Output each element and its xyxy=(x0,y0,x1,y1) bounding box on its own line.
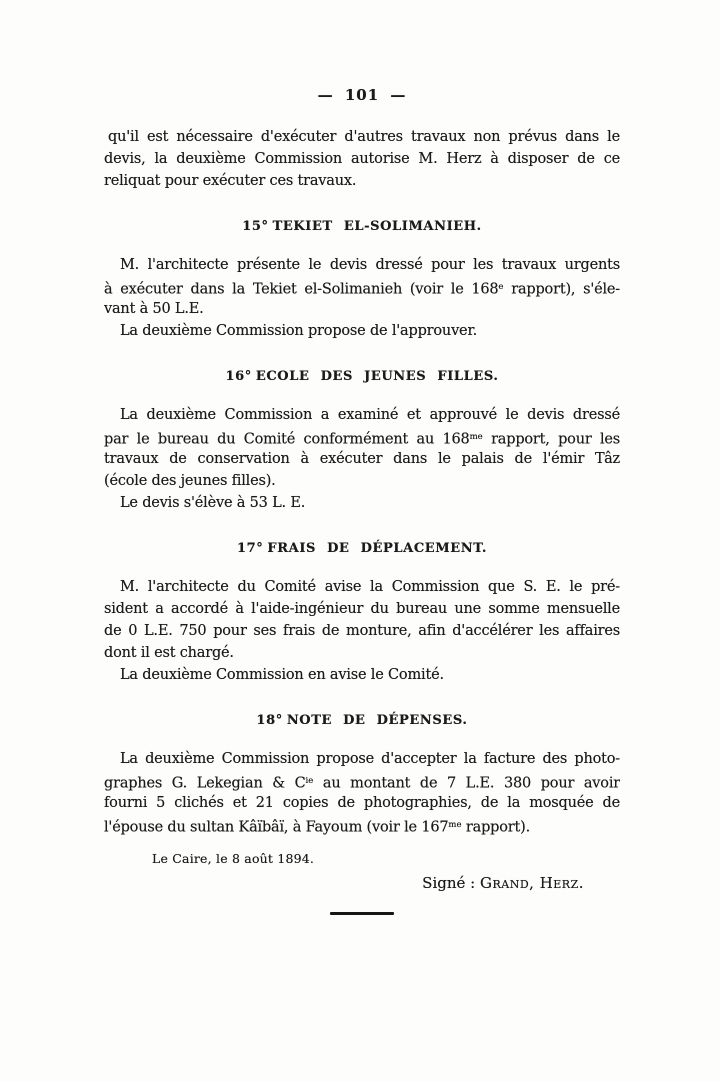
line-text: rapport, pour les xyxy=(482,431,620,448)
text-line xyxy=(104,598,620,620)
line-text: l'épouse du sultan Kâïbâï, à Fayoum (voir le 167 xyxy=(104,819,449,836)
section-heading xyxy=(104,367,620,387)
signatory-names: Grand, Herz. xyxy=(480,874,584,892)
sections-container xyxy=(104,217,620,836)
end-rule xyxy=(330,912,394,915)
text-line xyxy=(104,404,620,426)
line-text: reliquat pour exécuter ces travaux. xyxy=(104,173,357,189)
text-line xyxy=(104,426,620,448)
line-text: La deuxième Commission propose d'accepter la facture des photo- xyxy=(120,751,620,767)
section-heading xyxy=(104,711,620,731)
line-text: à exécuter dans la Tekiet el-Solimanieh (voir le 168 xyxy=(104,281,499,298)
section-number: 18° xyxy=(256,713,283,728)
section-number: 17° xyxy=(237,541,264,556)
text-line xyxy=(104,254,620,276)
signature-label: Signé : xyxy=(422,874,476,892)
text-line xyxy=(104,814,620,836)
intro-paragraph xyxy=(104,126,620,192)
line-text: devis, la deuxième Commission autorise M. Herz à disposer de ce xyxy=(104,151,620,167)
text-line xyxy=(104,126,620,148)
text-line xyxy=(104,448,620,470)
section-heading xyxy=(104,539,620,559)
line-text: fourni 5 clichés et 21 copies de photographies, de la mosquée de xyxy=(104,795,620,811)
text-line xyxy=(104,792,620,814)
superscript-text: ie xyxy=(305,776,314,786)
line-text: La deuxième Commission propose de l'approuver. xyxy=(120,323,477,339)
line-text: La deuxième Commission en avise le Comité. xyxy=(120,667,444,683)
line-text: sident a accordé à l'aide-ingénieur du bureau une somme mensuelle xyxy=(104,601,620,617)
line-text: vant à 50 L.E. xyxy=(104,301,204,317)
section-title: TEKIET EL-SOLIMANIEH. xyxy=(272,219,482,234)
line-text: (école des jeunes filles). xyxy=(104,473,276,489)
text-line xyxy=(104,492,620,514)
text-line xyxy=(104,770,620,792)
line-text: par le bureau du Comité conformément au 168 xyxy=(104,431,470,448)
line-text: Le devis s'élève à 53 L. E. xyxy=(120,495,306,511)
line-text: qu'il est nécessaire d'exécuter d'autres travaux non prévus dans le xyxy=(108,129,620,145)
section-title: FRAIS DE DÉPLACEMENT. xyxy=(267,541,487,556)
dateline: Le Caire, le 8 août 1894. xyxy=(152,851,315,866)
paragraph-body xyxy=(104,576,620,664)
superscript-text: e xyxy=(498,282,504,292)
section-title: ECOLE DES JEUNES FILLES. xyxy=(255,369,499,384)
paragraph-intro xyxy=(104,126,620,192)
line-text: rapport), s'éle- xyxy=(503,281,620,298)
section-title: NOTE DE DÉPENSES. xyxy=(286,713,468,728)
text-line xyxy=(104,148,620,170)
text-line xyxy=(104,642,620,664)
text-line xyxy=(104,170,620,192)
text-line xyxy=(104,276,620,298)
line-text: M. l'architecte présente le devis dressé pour les travaux urgents xyxy=(120,257,620,273)
superscript-text: me xyxy=(469,432,483,442)
paragraph-body xyxy=(104,320,620,342)
superscript-text: me xyxy=(448,820,462,830)
line-text: rapport). xyxy=(461,819,531,836)
paragraph-body xyxy=(104,748,620,836)
line-text: M. l'architecte du Comité avise la Commission que S. E. le pré- xyxy=(120,579,620,595)
text-line xyxy=(104,320,620,342)
page-number-header: — 101 — xyxy=(317,86,407,104)
line-text: de 0 L.E. 750 pour ses frais de monture, afin d'accélérer les affaires xyxy=(104,623,620,639)
signature-line xyxy=(104,872,620,894)
text-line xyxy=(104,576,620,598)
paragraph-body xyxy=(104,254,620,320)
line-text: au montant de 7 L.E. 380 pour avoir xyxy=(313,775,620,792)
section-number: 16° xyxy=(225,369,252,384)
text-line xyxy=(104,620,620,642)
section-number: 15° xyxy=(242,219,269,234)
paragraph-body xyxy=(104,492,620,514)
line-text: dont il est chargé. xyxy=(104,645,234,661)
line-text: graphes G. Lekegian & C xyxy=(104,775,306,792)
line-text: travaux de conservation à exécuter dans le palais de l'émir Tâz xyxy=(104,451,620,467)
text-line xyxy=(104,470,620,492)
text-line xyxy=(104,298,620,320)
text-line xyxy=(104,664,620,686)
text-line xyxy=(104,748,620,770)
section-heading xyxy=(104,217,620,237)
paragraph-body xyxy=(104,664,620,686)
line-text: La deuxième Commission a examiné et approuvé le devis dressé xyxy=(120,407,620,423)
paragraph-body xyxy=(104,404,620,492)
